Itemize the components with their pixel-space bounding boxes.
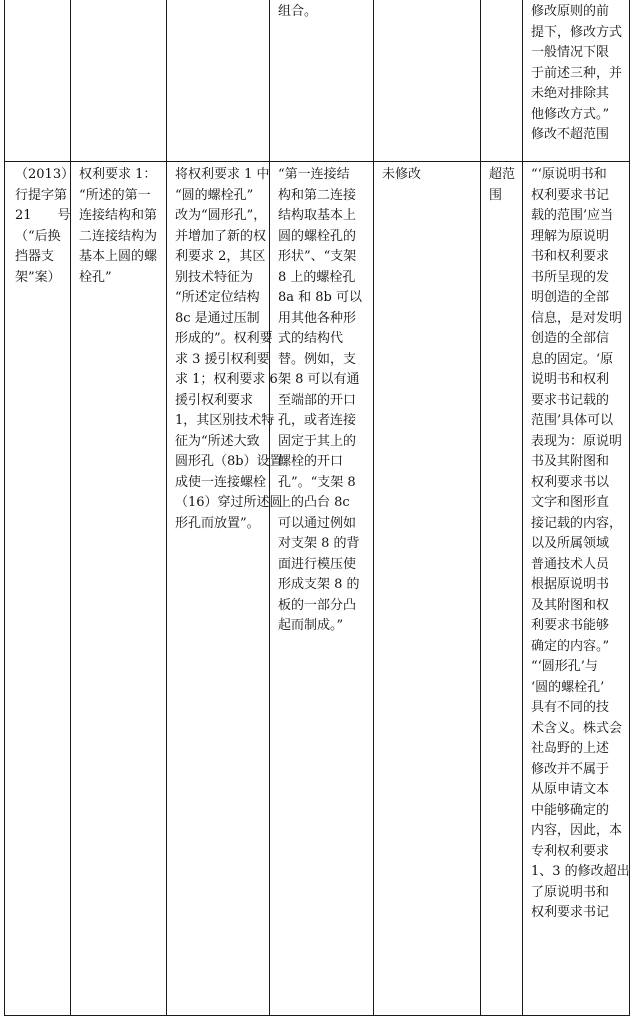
text-line: 书所呈现的发 [531,269,610,285]
text-line: 未修改 [382,167,422,182]
cell-status-top [374,0,481,162]
text-line: 社岛野的上述 [531,741,610,756]
text-line: 提下，修改方式 [531,24,623,40]
text-line: 挡器支 [15,249,55,264]
text-line: 确定的内容。” [531,638,610,654]
cell-conclusion-top [481,0,523,162]
text-line: 成使一连接螺栓 [175,474,267,490]
text-line: 并增加了新的权 [175,228,267,244]
text-line: 架 8 可以有通 [278,372,360,387]
text-line: 用其他各种形 [278,310,357,326]
text-line: 改为“圆形孔”， [175,208,267,223]
text-line: 明创造的全部 [531,290,610,305]
text-line: 可以通过例如 [278,515,357,531]
cell-description-top [270,0,374,162]
text-line: 表现为：原说明 [531,433,623,449]
text-line: 说明书和权利 [531,372,610,387]
text-line: 修改不超范围 [531,127,610,142]
text-line: 别技术特征为 [175,269,254,285]
text-line: 架”案） [15,269,61,285]
text-line: 8 上的螺栓孔 [278,269,356,285]
text-line: 专利权利要求 [531,843,610,859]
text-line: 理解为原说明 [531,228,610,244]
cell-case-no [5,162,75,1016]
text-line: 权利要求书记 [531,187,610,203]
cell-conclusion [481,162,523,1016]
cell-status [374,162,481,1016]
text-line: 援引权利要求 [175,392,254,408]
text-line: 普通技术人员 [531,556,610,572]
text-line: （2013） [15,167,75,182]
text-line: 围 [489,187,503,203]
text-line: 栓孔” [79,269,112,285]
text-line: 上的凸台 8c [278,495,350,510]
text-line: 以及所属领域 [531,536,610,551]
text-line: 求 3 援引权利要 [175,351,270,367]
text-line: （“后换 [15,228,61,244]
table-row-case [5,162,630,1016]
text-line: 固定于其上的 [278,433,357,449]
text-line: 二连接结构为 [79,228,158,244]
text-line: 了原说明书和 [531,884,610,900]
text-line: 及其附图和权 [531,597,610,613]
text-line: 起而制成。” [278,618,344,633]
text-line: 内容，因此，本 [531,823,623,838]
cell-reasoning [523,162,630,1016]
text-line: 至端部的开口 [278,392,357,408]
cell-description [270,162,374,1016]
text-line: 中能够确定的 [531,802,610,818]
text-line: 求 1；权利要求 6 [175,372,278,387]
cell-amendment [167,162,283,1016]
text-line: 结构取基本上 [278,208,357,223]
text-line: 板的一部分凸 [278,597,357,613]
text-line: “圆的螺栓孔” [175,187,254,203]
text-line: 1、3 的修改超出 [531,864,630,879]
text-line: 书和权利要求 [531,249,610,264]
text-line: 形孔而放置”。 [175,515,260,531]
text-line: 征为“所述大致 [175,433,260,449]
text-line: 权利要求 1： [79,167,157,182]
text-line: 式的结构代 [278,331,344,346]
text-line: 创造的全部信 [531,331,610,346]
text-line: 1，其区别技术特 [175,413,275,428]
text-line: 未绝对排除其 [531,86,610,101]
text-line: 面进行模压使 [278,556,357,572]
text-line: 修改并不属于 [531,761,610,777]
text-line: 圆的螺栓孔的 [278,228,357,244]
text-line: 息的固定。‘原 [531,351,614,367]
text-line: 具有不同的技 [531,700,610,715]
patent-case-table [4,0,630,1016]
cell-original-claim [71,162,167,1016]
text-line: 利要求书能够 [531,618,610,633]
text-line: “‘圆形孔’与 [531,659,598,674]
text-line: “所述的第一 [79,187,151,203]
text-line: 文字和图形直 [531,495,610,510]
cell-amendment-top [167,0,270,162]
text-line: 螺栓的开口 [278,454,344,469]
text-line: 一般情况下限 [531,45,610,60]
text-line: 对支架 8 的背 [278,536,360,551]
text-line: 8c 是通过压制 [175,310,260,326]
text-line: 形状”、“支架 [278,249,357,264]
text-line: 孔，或者连接 [278,413,357,428]
text-line: 8a 和 8b 可以 [278,290,363,305]
text-line: 接记载的内容， [531,515,623,531]
text-line: 21 号 [15,208,71,223]
text-line: “第一连接结 [278,167,350,182]
text-line: 书及其附图和 [531,454,610,469]
text-line: 形成的”。权利要 [175,331,273,346]
text-line: 替。例如，支 [278,351,357,367]
text-line: 信息，是对发明 [531,310,623,326]
text-line: 权利要求书记 [531,905,610,920]
text-line: 圆形孔（8b）设置 [175,454,283,469]
text-line: “‘原说明书和 [531,167,607,182]
text-line: 他修改方式。” [531,106,610,122]
table-row-top [5,0,630,162]
text-line: 行提字第 [15,187,68,203]
text-line: 要求书记载的 [531,392,610,408]
text-line: 从原申请文本 [531,782,610,797]
text-line: 载的范围’应当 [531,208,614,223]
text-line: 于前述三种，并 [531,65,623,81]
text-line: 将权利要求 1 中 [175,167,270,182]
text-line: 组合。 [278,4,318,19]
text-line: （16）穿过所述圆 [175,495,283,510]
text-line: 超范 [489,167,516,182]
text-line: 术含义。株式会 [531,720,623,736]
text-line: “所述定位结构 [175,290,260,305]
cell-case-no-top [5,0,71,162]
text-line: 利要求 2，其区 [175,249,266,264]
text-line: 基本上圆的螺 [79,249,158,264]
text-line: 根据原说明书 [531,577,610,592]
text-line: 形成支架 8 的 [278,577,360,592]
text-line: 权利要求书以 [531,474,610,490]
cell-reasoning-top [523,0,630,162]
text-line: ‘圆的螺栓孔’ [531,679,605,695]
text-line: 连接结构和第 [79,208,158,223]
text-line: 范围’具体可以 [531,413,614,428]
text-line: 构和第二连接 [278,187,357,203]
text-line: 修改原则的前 [531,4,610,19]
text-line: 孔”。“支架 8 [278,474,356,490]
cell-original-claim-top [71,0,167,162]
